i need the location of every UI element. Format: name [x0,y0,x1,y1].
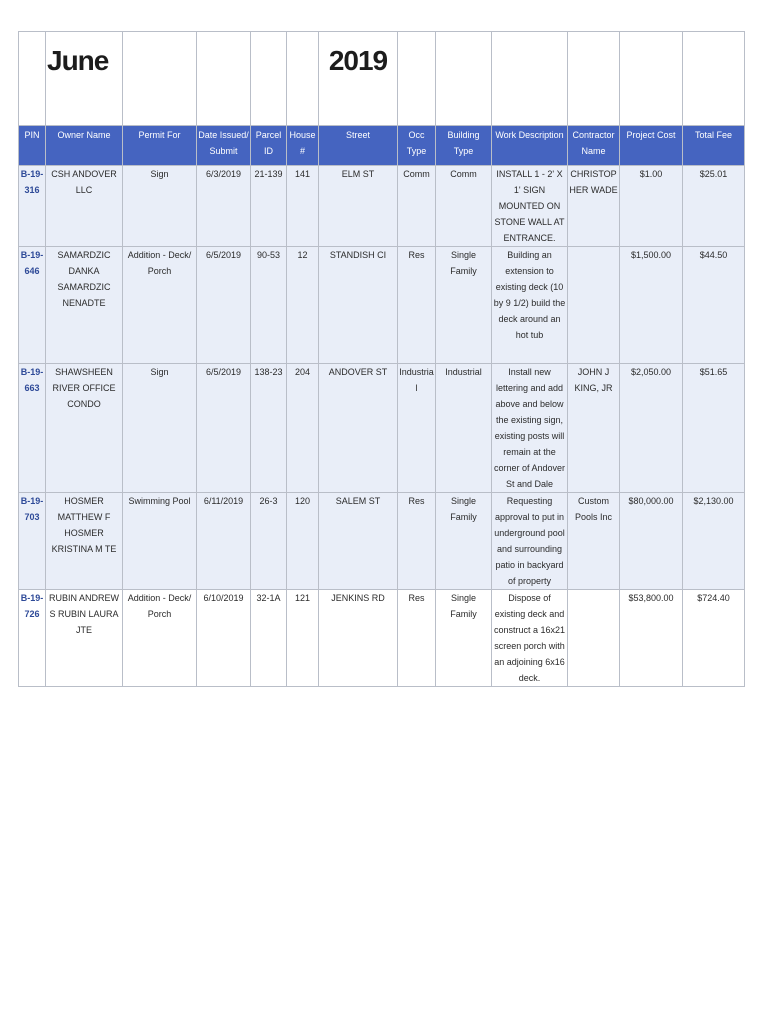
parcel-cell: 138-23 [251,364,287,493]
permit-cell: Sign [123,166,197,247]
building-cell: Single Family [436,247,492,364]
occ-cell: Industrial [398,364,436,493]
street-cell: ANDOVER ST [319,364,398,493]
column-header: Building Type [436,126,492,166]
pin-cell: B-19-703 [19,493,46,590]
column-header: Occ Type [398,126,436,166]
cost-cell: $2,050.00 [620,364,683,493]
column-header: Parcel ID [251,126,287,166]
table-row [19,166,745,247]
header-row [19,126,745,166]
parcel-cell: 32-1A [251,590,287,687]
column-header: Owner Name [46,126,123,166]
title-blank-cell [123,32,197,126]
title-row [19,32,745,126]
column-header: Work Description [492,126,568,166]
title-blank-cell [251,32,287,126]
pin-cell: B-19-663 [19,364,46,493]
date-cell: 6/5/2019 [197,364,251,493]
building-cell: Single Family [436,493,492,590]
building-cell: Comm [436,166,492,247]
pin-cell: B-19-726 [19,590,46,687]
street-cell: ELM ST [319,166,398,247]
contractor-cell: JOHN J KING, JR [568,364,620,493]
year-title: 2019 [328,45,388,76]
title-blank-cell [19,32,46,126]
parcel-cell: 90-53 [251,247,287,364]
date-cell: 6/3/2019 [197,166,251,247]
contractor-cell: CHRISTOPHER WADE [568,166,620,247]
pin-cell: B-19-316 [19,166,46,247]
cost-cell: $1.00 [620,166,683,247]
occ-cell: Comm [398,166,436,247]
column-header: House # [287,126,319,166]
column-header: Total Fee [683,126,745,166]
fee-cell: $44.50 [683,247,745,364]
cost-cell: $1,500.00 [620,247,683,364]
owner-cell: RUBIN ANDREW S RUBIN LAURA JTE [46,590,123,687]
street-cell: STANDISH CI [319,247,398,364]
month-title: June [47,45,109,76]
column-header: Street [319,126,398,166]
work-cell: Dispose of existing deck and construct a 16x21 screen porch with an adjoining 6x16 deck. [492,590,568,687]
contractor-cell [568,247,620,364]
work-cell: Requesting approval to put in underground pool and surrounding patio in backyard of property [492,493,568,590]
permit-cell: Swimming Pool [123,493,197,590]
month-cell [46,32,123,126]
street-cell: SALEM ST [319,493,398,590]
fee-cell: $51.65 [683,364,745,493]
title-blank-cell [287,32,319,126]
fee-cell: $724.40 [683,590,745,687]
occ-cell: Res [398,493,436,590]
building-cell: Single Family [436,590,492,687]
owner-cell: HOSMER MATTHEW F HOSMER KRISTINA M TE [46,493,123,590]
table-row [19,590,745,687]
column-header: Contractor Name [568,126,620,166]
column-header: Project Cost [620,126,683,166]
house-cell: 204 [287,364,319,493]
permit-cell: Sign [123,364,197,493]
table-row [19,493,745,590]
cost-cell: $80,000.00 [620,493,683,590]
title-blank-cell [492,32,568,126]
fee-cell: $25.01 [683,166,745,247]
date-cell: 6/5/2019 [197,247,251,364]
street-cell: JENKINS RD [319,590,398,687]
building-cell: Industrial [436,364,492,493]
table-row [19,247,745,364]
column-header: PIN [19,126,46,166]
occ-cell: Res [398,247,436,364]
house-cell: 120 [287,493,319,590]
permit-cell: Addition - Deck/ Porch [123,590,197,687]
cost-cell: $53,800.00 [620,590,683,687]
column-header: Permit For [123,126,197,166]
parcel-cell: 21-139 [251,166,287,247]
permits-table [18,31,745,687]
owner-cell: CSH ANDOVER LLC [46,166,123,247]
owner-cell: SHAWSHEEN RIVER OFFICE CONDO [46,364,123,493]
work-cell: Building an extension to existing deck (10 by 9 1/2) build the deck around an hot tub [492,247,568,364]
parcel-cell: 26-3 [251,493,287,590]
occ-cell: Res [398,590,436,687]
work-cell: INSTALL 1 - 2' X 1' SIGN MOUNTED ON STONE WALL AT ENTRANCE. [492,166,568,247]
contractor-cell [568,590,620,687]
fee-cell: $2,130.00 [683,493,745,590]
title-blank-cell [398,32,436,126]
date-cell: 6/10/2019 [197,590,251,687]
contractor-cell: Custom Pools Inc [568,493,620,590]
house-cell: 121 [287,590,319,687]
column-header: Date Issued/ Submit [197,126,251,166]
house-cell: 12 [287,247,319,364]
owner-cell: SAMARDZIC DANKA SAMARDZIC NENADTE [46,247,123,364]
title-blank-cell [620,32,683,126]
title-blank-cell [197,32,251,126]
title-blank-cell [683,32,745,126]
title-blank-cell [568,32,620,126]
table-row [19,364,745,493]
permit-cell: Addition - Deck/ Porch [123,247,197,364]
pin-cell: B-19-646 [19,247,46,364]
date-cell: 6/11/2019 [197,493,251,590]
house-cell: 141 [287,166,319,247]
work-cell: Install new lettering and add above and below the existing sign, existing posts will remain at the corner of Andover St and Dale [492,364,568,493]
title-blank-cell [436,32,492,126]
year-cell [319,32,398,126]
